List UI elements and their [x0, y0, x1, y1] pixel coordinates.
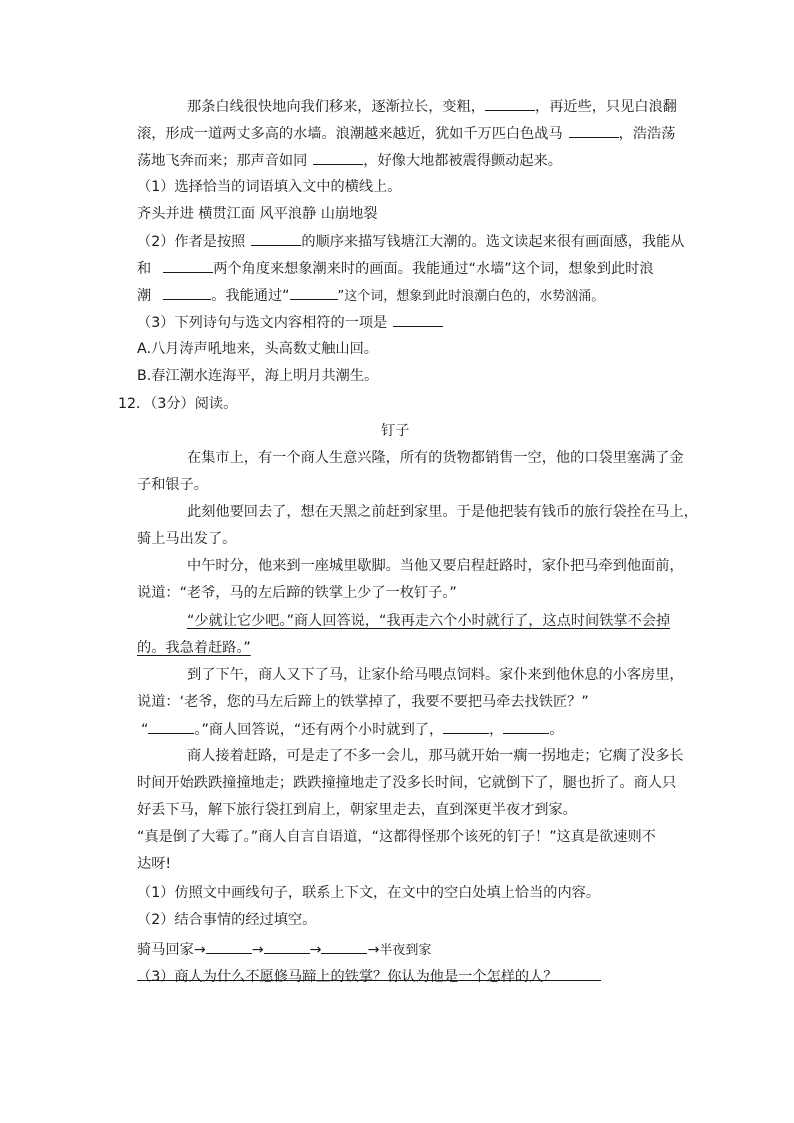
text: 滚，形成一道两丈多高的水墙。浪潮越来越近，犹如千万匹白色战马 — [137, 126, 563, 142]
underlined-sentence-line2: 的。我急着赶路。” — [137, 640, 251, 656]
flow-start: 骑马回家 — [137, 942, 194, 958]
blank — [206, 940, 252, 954]
blank — [443, 720, 489, 734]
story-para6 — [141, 720, 564, 739]
text: （3）下列诗句与选文内容相符的一项是 — [137, 315, 388, 331]
blank — [503, 720, 549, 734]
blank — [251, 232, 301, 246]
blank — [313, 151, 363, 165]
arrow-icon: → — [367, 942, 380, 958]
story-para2-line2: 骑上马出发了。 — [137, 531, 237, 547]
text: 潮 — [137, 288, 152, 304]
q11-part2-line3 — [137, 286, 604, 306]
q12-part1: （1）仿照文中画线句子，联系上下文，在文中的空白处填上恰当的内容。 — [137, 885, 601, 901]
blank — [290, 286, 338, 300]
passage-line-3 — [137, 151, 562, 170]
word-choices: 齐头并进 横贯江面 风平浪静 山崩地裂 — [137, 206, 378, 222]
option-a: A.八月涛声吼地来，头高数丈触山回。 — [137, 341, 378, 357]
text: “ — [141, 722, 149, 738]
text: ，好像大地都被震得颤动起来。 — [363, 153, 562, 169]
story-para5-line1: 到了下午，商人又下了马，让家仆给马喂点饲料。家仆来到他休息的小客房里， — [187, 667, 684, 683]
blank — [393, 313, 443, 327]
story-para3-line1: 中午时分，他来到一座城里歇脚。当他又要启程赶路时，家仆把马牵到他面前， — [187, 558, 684, 574]
q11-part2-line2 — [137, 259, 654, 278]
story-para7-line3: 好丢下马，解下旅行袋扛到肩上，朝家里走去，直到深更半夜才到家。 — [137, 802, 577, 818]
story-title: 钉子 — [381, 423, 410, 439]
text: 那条白线很快地向我们移来，逐渐拉长，变粗， — [187, 99, 485, 115]
sequence-flow — [137, 940, 431, 960]
text: ，再近些，只见白浪翻 — [534, 99, 677, 115]
q11-part2-line1 — [137, 232, 684, 251]
blank — [485, 97, 535, 111]
text: 荡地飞奔而来；那声音如同 — [137, 153, 308, 169]
text: 的顺序来描写钱塘江大潮的。选文读起来很有画面感，我能从 — [301, 234, 685, 250]
arrow-icon: → — [251, 942, 264, 958]
q12-part3: （3）商人为什么不愿修马蹄上的铁掌？你认为他是一个怎样的人？ — [137, 969, 558, 985]
text: 和 — [137, 261, 152, 277]
text: 。我能通过“ — [211, 288, 290, 304]
text: ”这个词，想象到此时浪潮白色的，水势汹涌。 — [337, 289, 605, 304]
q12-part2: （2）结合事情的经过填空。 — [137, 912, 317, 928]
text: ， — [489, 722, 504, 738]
q11-part1: （1）选择恰当的词语填入文中的横线上。 — [137, 179, 402, 195]
underlined-sentence-line1: “少就让它少吧。”商人回答说，“我再走六个小时就行了，这点时间铁掌不会掉 — [187, 613, 671, 629]
flow-end: 半夜到家 — [379, 943, 432, 958]
blank — [163, 286, 211, 300]
passage-line-1 — [187, 97, 677, 116]
story-para7-line1: 商人接着赶路，可是走了不多一会儿，那马就开始一瘸一拐地走；它瘸了没多长 — [187, 748, 684, 764]
blank — [148, 720, 194, 734]
text: ，浩浩荡 — [618, 126, 676, 142]
q11-part3 — [137, 313, 443, 332]
arrow-icon: → — [309, 942, 322, 958]
blank — [569, 124, 619, 138]
story-para5-line2: 说道：‘老爷，您的马左后蹄上的铁掌掉了，我要不要把马牵去找铁匠？” — [137, 694, 589, 710]
option-b: B.春江潮水连海平，海上明月共潮生。 — [137, 368, 379, 384]
text: （2）作者是按照 — [137, 234, 246, 250]
story-para3-line2: 说道：“老爷，马的左后蹄的铁掌上少了一枚钉子。” — [137, 585, 457, 601]
text: 两个角度来想象潮来时的画面。我能通过“水墙”这个词，想象到此时浪 — [213, 261, 654, 277]
answer-line — [137, 980, 601, 981]
arrow-icon: → — [193, 942, 206, 958]
q12-header: 12．（3分）阅读。 — [118, 396, 238, 412]
story-para7-line2: 时间开始跌跌撞撞地走；跌跌撞撞地走了没多长时间，它就倒下了，腿也折了。商人只 — [137, 775, 677, 791]
text: 。 — [549, 722, 564, 738]
story-para8-line2: 达呀! — [137, 856, 172, 872]
blank — [264, 940, 310, 954]
blank — [321, 940, 367, 954]
text: 。”商人回答说，“还有两个小时就到了， — [194, 722, 444, 738]
story-para1-line1: 在集市上，有一个商人生意兴隆，所有的货物都销售一空，他的口袋里塞满了金 — [187, 450, 684, 466]
blank — [163, 259, 213, 273]
story-para8-line1: “真是倒了大霉了。”商人自言自语道，“这都得怪那个该死的钉子！”这真是欲速则不 — [137, 829, 656, 845]
story-para1-line2: 子和银子。 — [137, 477, 208, 493]
story-para2-line1: 此刻他要回去了，想在天黑之前赶到家里。于是他把装有钱币的旅行袋拴在马上， — [187, 504, 698, 520]
passage-line-2 — [137, 124, 675, 143]
